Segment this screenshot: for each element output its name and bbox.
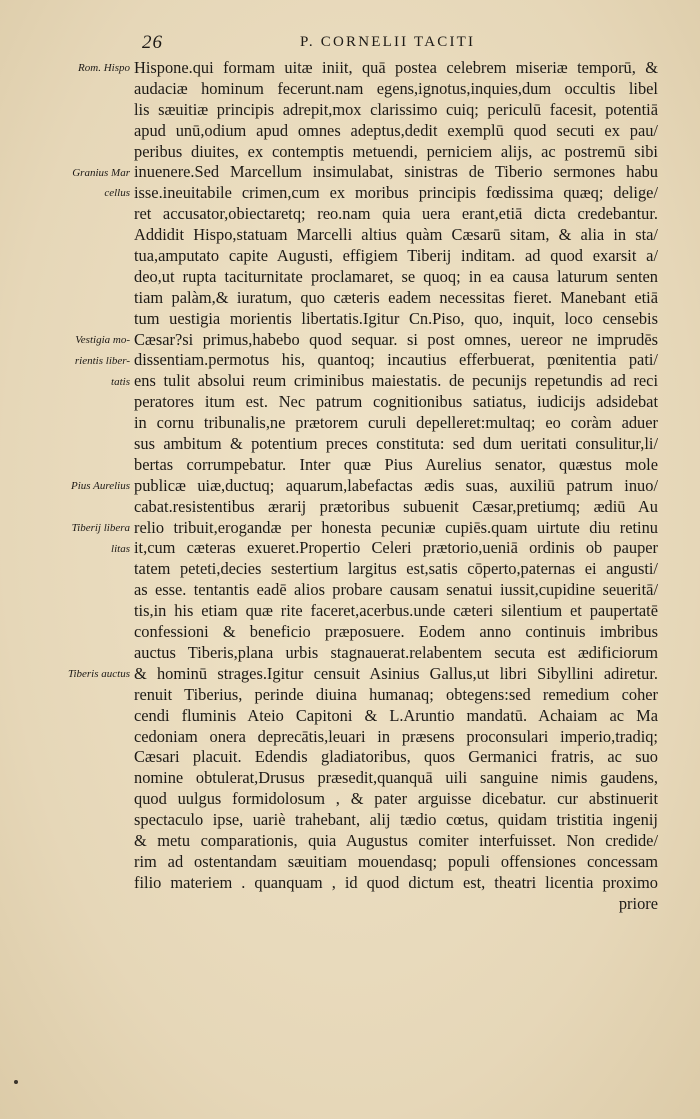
page-number: 26 bbox=[142, 32, 163, 53]
marginal-note: Rom. Hispo bbox=[78, 62, 130, 74]
text-line: deo,ut rupta taciturnitate proclamaret, se quoq; in ea causa laturum senten bbox=[134, 266, 658, 286]
text-line: peribus diuites, ex contemptis metuendi, perniciem alijs, ac postremū sibi bbox=[134, 141, 658, 161]
text-line: apud unū,odium apud omnes adeptus,dedit exemplū quod secuti ex pau/ bbox=[134, 120, 658, 140]
marginal-note: rientis liber- bbox=[74, 354, 130, 367]
text-line: Cæsar?si primus,habebo quod sequar. si post omnes, uereor ne imprudēs bbox=[134, 329, 658, 349]
page-header bbox=[0, 32, 700, 56]
catchword: priore bbox=[618, 893, 658, 913]
text-line: nomine obtulerat,Drusus præsedit,quanquā uili sanguine nimis gaudens, bbox=[134, 768, 658, 788]
text-line: filio materiem . quanquam , id quod dictum est, theatri licentia proximo bbox=[134, 872, 658, 892]
text-line: cedoniam onera deprecātis,leuari in præsens proconsulari imperio,tradiq; bbox=[134, 726, 658, 746]
text-line: dissentiam.permotus his, quantoq; incautius efferbuerat, pœnitentia pati/ bbox=[134, 350, 658, 370]
marginal-note: cellus bbox=[104, 187, 130, 200]
text-line: ens tulit absolui reum criminibus maiestatis. de pecunijs repetundis ad reci bbox=[134, 371, 658, 391]
marginal-note: Vestigia mo- bbox=[75, 333, 130, 346]
text-line: Addidit Hispo,statuam Marcelli altius quàm Cæsarū sitam, & alia in sta/ bbox=[134, 225, 658, 245]
text-line: audaciæ hominum fecerunt.nam egens,ignotus,inquies,dum occultis libel bbox=[134, 78, 658, 98]
marginal-note: litas bbox=[111, 542, 130, 555]
text-line: tua,amputato capite Augusti, effigiem Tiberij inditam. ad quod exarsit a/ bbox=[134, 246, 658, 266]
text-line: renuit Tiberius, perinde diuina humanaq; obtegens:sed remedium coher bbox=[134, 684, 658, 704]
marginal-note: Granius Mar bbox=[72, 166, 130, 179]
text-line: bertas corrumpebatur. Inter quæ Pius Aurelius senator, quæstus mole bbox=[134, 454, 658, 474]
running-head: P. CORNELII TACITI bbox=[300, 34, 476, 50]
text-line: rim ad ostentandam sæuitiam mouendasq; populi offensiones concessam bbox=[134, 851, 658, 871]
marginal-note: Tiberis auctus bbox=[67, 668, 130, 681]
text-line: Hispone.qui formam uitæ iniit, quā postea celebrem miseriæ temporū, & bbox=[134, 58, 658, 77]
text-line: spectaculo ipse, uariè trahebant, alij tædio cœtus, quidam tristitia ingenij bbox=[134, 810, 658, 830]
text-line: tiam palàm,& iuratum, quo cæteris eadem necessitas fieret. Manebant etiā bbox=[134, 287, 658, 307]
marginal-note: Pius Aurelius bbox=[71, 480, 130, 492]
text-line: relio tribuit,erogandæ per honesta pecuniæ cupiēs.quam uirtute diu retinu bbox=[134, 517, 658, 537]
marginal-note: tatis bbox=[111, 375, 130, 388]
text-line: & metu comparationis, quia Augustus comiter interfuisset. Non credide/ bbox=[134, 830, 658, 850]
text-line: sus ambitum & potentium preces constituta: sed dum ueritati consulitur,li/ bbox=[134, 434, 658, 454]
text-line: auctus Tiberis,plana urbis stagnauerat.relabentem secuta est ædificiorum bbox=[134, 642, 658, 662]
text-line: lis sæuitiæ principis adrepit,mox clarissimo cuiq; periculū facesit, potentiā bbox=[134, 99, 658, 119]
text-line: publicæ uiæ,ductuq; aquarum,labefactas ædis suas, auxiliū patrum inuo/ bbox=[134, 475, 658, 495]
body-text bbox=[134, 58, 658, 915]
text-line: confessioni & beneficio præposuere. Eodem anno continuis imbribus bbox=[134, 622, 658, 642]
text-line: quod uulgus formidolosum , & pater arguisse dicebatur. cur abstinuerit bbox=[134, 789, 658, 809]
text-line: tum uestigia morientis libertatis.Igitur Cn.Piso, quo, inquit, loco censebis bbox=[134, 308, 658, 328]
text-line: tatem peteti,decies sestertium largitus est,satis cōperto,paternas ei angusti/ bbox=[134, 559, 658, 579]
text-line: ret accusator,obiectaretq; reo.nam quia uera erant,etiā dicta credebantur. bbox=[134, 204, 658, 224]
text-line: & hominū strages.Igitur censuit Asinius Gallus,ut libri Sibyllini adiretur. bbox=[134, 663, 658, 683]
text-line: as esse. tentantis eadē alios probare causam senatui iussit,cupidine seueritā/ bbox=[134, 580, 658, 600]
text-line: peratores itum est. Nec patrum cognitionibus satiatus, iudicijs adsidebat bbox=[134, 392, 658, 412]
text-line: it,cum cæteras exueret.Propertio Celeri prætorio,ueniā ordinis ob pauper bbox=[134, 538, 658, 558]
text-line: cabat.resistentibus ærarij prætoribus subuenit Cæsar,pretiumq; ædiū Au bbox=[134, 496, 658, 516]
ink-speck bbox=[14, 1080, 18, 1084]
text-line: isse.ineuitabile crimen,cum ex moribus principis fœdissima quæq; delige/ bbox=[134, 183, 658, 203]
text-line: tis,in his etiam quæ rite faceret,acerbus.unde cæteri silentium et paupertatē bbox=[134, 601, 658, 621]
text-line: cendi fluminis Ateio Capitoni & L.Aruntio mandatū. Achaiam ac Ma bbox=[134, 705, 658, 725]
marginal-note: Tiberij libera bbox=[71, 521, 130, 534]
text-line: in cornu tribunalis,ne prætorem curuli depelleret:multaq; eo coràm aduer bbox=[134, 413, 658, 433]
text-line: Cæsari placuit. Edendis gladiatoribus, quos Germanici fratris, ac suo bbox=[134, 747, 658, 767]
text-line: inuenere.Sed Marcellum insimulabat, sinistras de Tiberio sermones habu bbox=[134, 162, 658, 182]
